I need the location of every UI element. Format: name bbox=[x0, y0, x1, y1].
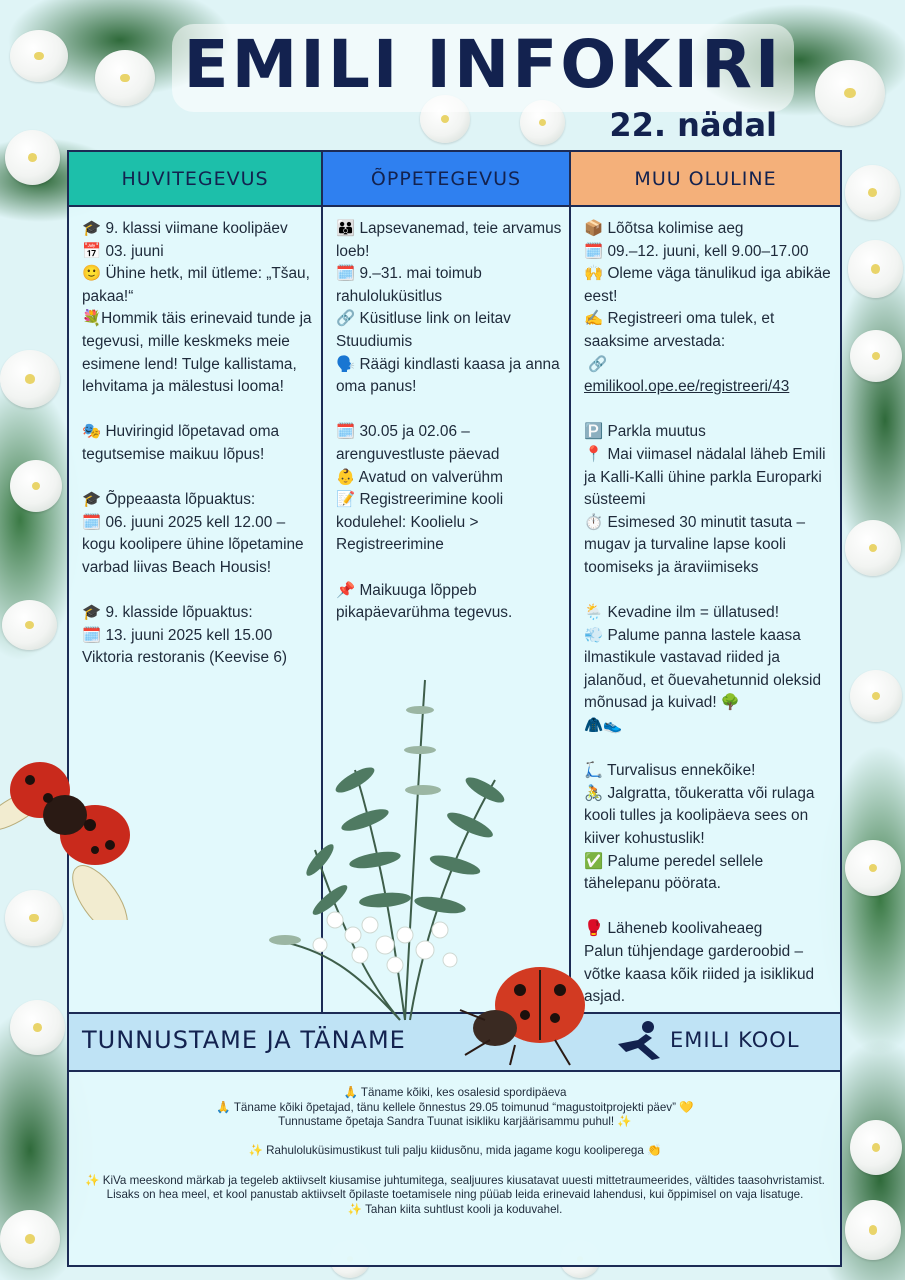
column-oppetegevus bbox=[336, 218, 562, 625]
text-line: 🙌 Oleme väga tänulikud iga abikäe eest! bbox=[584, 265, 831, 305]
column-heading-muu: MUU OLULINE bbox=[569, 150, 842, 207]
thanks-line: Tunnustame õpetaja Sandra Tuunat isikliku karjäärisammu puhul! ✨ bbox=[278, 1115, 632, 1129]
text-line: 🎓 9. klasside lõpuaktus: bbox=[82, 604, 253, 622]
text-line: 📅 03. juuni bbox=[82, 242, 164, 260]
text-line: 💐Hommik täis erinevaid tunde ja tegevusi, mille keskmeks meie esimene lend! Tulge kallistama, lehvitama ja mälestusi looma! bbox=[82, 310, 312, 396]
text-line bbox=[336, 399, 562, 422]
flower-icon bbox=[5, 130, 60, 185]
text-line: 🅿️ Parkla muutus bbox=[584, 423, 706, 441]
emili-kool-logo-icon bbox=[616, 1020, 666, 1062]
text-line: 🎓 Õppeaasta lõpuaktus: bbox=[82, 491, 256, 509]
text-line: 🧥👟 bbox=[584, 717, 623, 735]
thanks-section bbox=[80, 1086, 830, 1217]
text-line: ✅ Palume peredel sellele tähelepanu pöörata. bbox=[584, 852, 764, 893]
flower-icon bbox=[95, 50, 155, 106]
text-line: 🚴 Jalgratta, tõukeratta või rulaga kooli tulles ja koolipäeva sees on kiiver kohustuslik! bbox=[584, 784, 815, 848]
page-title: EMILI INFOKIRI bbox=[183, 26, 783, 103]
text-line: 👪 Lapsevanemad, teie arvamus loeb! bbox=[336, 220, 562, 260]
flower-icon bbox=[0, 350, 60, 408]
flower-icon bbox=[850, 330, 902, 382]
thanks-line bbox=[80, 1159, 830, 1174]
text-line: 📌 Maikuuga lõppeb pikapäevarühma tegevus. bbox=[336, 581, 513, 622]
thanks-line: 🙏 Täname kõiki, kes osalesid spordipäeva bbox=[343, 1086, 567, 1099]
column-heading-huvitegevus: HUVITEGEVUS bbox=[67, 150, 323, 207]
flower-icon bbox=[845, 1200, 901, 1260]
text-line: 🔗 Küsitluse link on leitav Stuudiumis bbox=[336, 310, 511, 350]
flower-icon bbox=[10, 460, 62, 512]
flower-icon bbox=[0, 1210, 60, 1268]
thanks-line bbox=[80, 1130, 830, 1145]
thanks-line: ✨ KiVa meeskond märkab ja tegeleb aktiivselt kiusamise juhtumitega, sealjuures kiusatavat uuesti mittetraumeerides, vältides taasohvristamist. Lisaks on hea meel, et kool panustab aktiivselt õpilaste toetamisele ning püüab leida erinevaid lahendusi, kui õppimisel on vaja lisatuge. bbox=[85, 1173, 825, 1202]
text-line bbox=[584, 738, 832, 761]
text-line: 🗓️ 9.–31. mai toimub rahuloluküsitlus bbox=[336, 265, 482, 305]
text-line bbox=[584, 896, 832, 919]
flower-icon bbox=[848, 240, 903, 298]
text-line bbox=[584, 399, 832, 422]
text-line: 🗓️ 09.–12. juuni, kell 9.00–17.00 bbox=[584, 242, 809, 260]
flower-icon bbox=[10, 30, 68, 82]
text-line: 🎓 9. klassi viimane koolipäev bbox=[82, 220, 288, 237]
text-line: 👶 Avatud on valverühm bbox=[336, 468, 503, 486]
thanks-line: 🙏 Täname kõiki õpetajad, tänu kellele õnnestus 29.05 toimunud “magustoitprojekti päev” 💛 bbox=[216, 1100, 694, 1114]
text-line: 🌦️ Kevadine ilm = üllatused! bbox=[584, 604, 779, 622]
text-line: 📦 Lõõtsa kolimise aeg bbox=[584, 220, 744, 237]
ladybug-icon bbox=[455, 960, 600, 1070]
ladybug-icon bbox=[0, 750, 135, 920]
text-line bbox=[584, 580, 832, 603]
link-icon: 🔗 bbox=[588, 355, 608, 373]
text-line: 🥊 Läheneb koolivaheaeg bbox=[584, 920, 763, 938]
registration-link[interactable]: emilikool.ope.ee/registreeri/43 bbox=[584, 378, 790, 396]
column-huvitegevus bbox=[82, 218, 314, 670]
text-line: 🛴 Turvalisus ennekõike! bbox=[584, 762, 756, 780]
text-line: 📍 Mai viimasel nädalal läheb Emili ja Kalli-Kalli ühine parkla Europarki süsteemi bbox=[584, 445, 826, 509]
flower-icon bbox=[2, 600, 57, 650]
text-line: ✍️ Registreeri oma tulek, et saaksime arvestada: bbox=[584, 310, 775, 350]
text-line: ⏱️ Esimesed 30 minutit tasuta – mugav ja turvaline lapse kooli toomiseks ja äraviimiseks bbox=[584, 513, 806, 576]
text-line bbox=[82, 580, 314, 603]
recognition-title: TUNNUSTAME JA TÄNAME bbox=[82, 1026, 406, 1054]
flower-icon bbox=[845, 840, 901, 896]
flower-icon bbox=[845, 520, 901, 576]
text-line: 🎭 Huviringid lõpetavad oma tegutsemise maikuu lõpus! bbox=[82, 423, 280, 463]
text-line: 🙂 Ühine hetk, mil ütleme: „Tšau, pakaa!“ bbox=[82, 265, 310, 305]
text-line bbox=[82, 467, 314, 490]
flower-icon bbox=[845, 165, 900, 220]
column-heading-oppetegevus: ÕPPETEGEVUS bbox=[321, 150, 571, 207]
flower-icon bbox=[815, 60, 885, 126]
text-line bbox=[336, 557, 562, 580]
text-line: 🗣️ Räägi kindlasti kaasa ja anna oma panus! bbox=[336, 355, 560, 396]
column-divider bbox=[569, 207, 571, 1012]
text-line: 🗓️ 13. juuni 2025 kell 15.00 Viktoria restoranis (Keevise 6) bbox=[82, 626, 288, 667]
thanks-line: ✨ Tahan kiita suhtlust kooli ja koduvahel. bbox=[347, 1202, 563, 1216]
text-line: 📝 Registreerimine kooli kodulehel: Koolielu > Registreerimine bbox=[336, 491, 504, 554]
text-line: Palun tühjendage garderoobid – võtke kaasa kõik riided ja isiklikud asjad. bbox=[584, 943, 815, 1006]
text-line bbox=[82, 399, 314, 422]
flower-icon bbox=[850, 1120, 902, 1175]
column-muu bbox=[584, 218, 832, 1009]
text-line: 🗓️ 06. juuni 2025 kell 12.00 – kogu koolipere ühine lõpetamine varbad liivas Beach Housis! bbox=[82, 513, 304, 576]
flower-icon bbox=[850, 670, 902, 722]
text-line: 💨 Palume panna lastele kaasa ilmastikule vastavad riided ja jalanõud, et õuevahetunnid oleksid mõnusad ja kuivad! 🌳 bbox=[584, 626, 822, 712]
flower-icon bbox=[10, 1000, 65, 1055]
week-label: 22. nädal bbox=[609, 106, 777, 144]
text-line: 🗓️ 30.05 ja 02.06 – arenguvestluste päevad bbox=[336, 423, 500, 463]
school-name: EMILI KOOL bbox=[670, 1028, 800, 1052]
thanks-line: ✨ Rahuloluküsimustikust tuli palju kiidusõnu, mida jagame kogu kooliperega 👏 bbox=[248, 1144, 662, 1158]
